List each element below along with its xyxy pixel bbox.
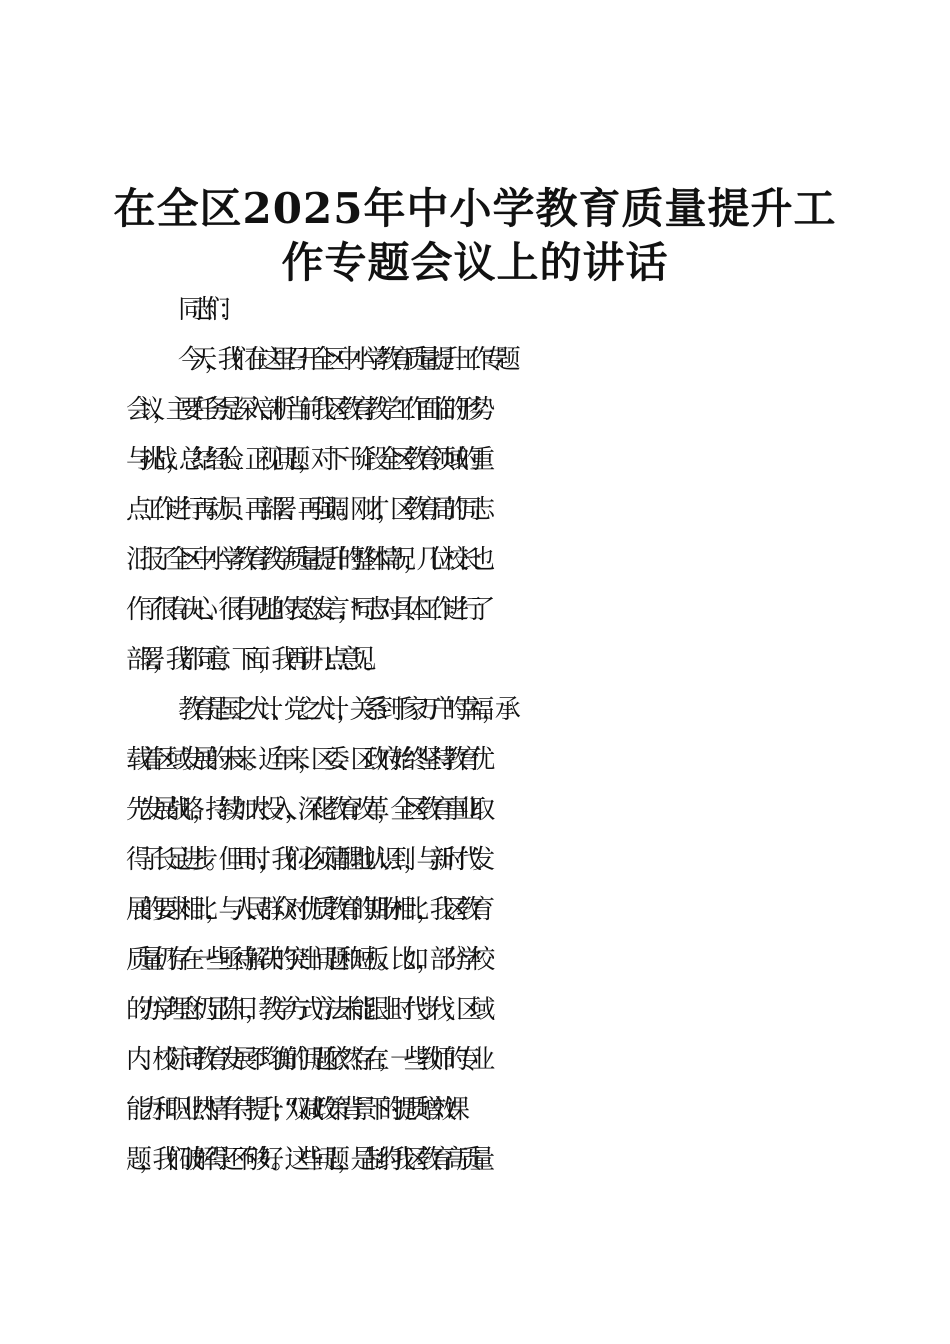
document-body (126, 285, 836, 1185)
text-line: 与挑战，总结经验、正视问题，对下一阶段全区教育领域的重 (126, 445, 483, 475)
text-line: 内、校际间教育发展不均衡的问题依然存在；一些教师的专业 (126, 1045, 483, 1075)
text-line: 载着区域发展的未来。近年来，区委、区政府始终坚持教育优 (126, 745, 483, 775)
text-line: 作了很有决心、很有见地的表态发言，*同志对具体工作进行了 (126, 595, 483, 625)
text-line: 汇报了全区中小学教育教学质量提升的整体情况，几位校长也 (126, 545, 483, 575)
text-line: 得了长足进步。但同时，我们必须清醒地认识到，与新时代发 (126, 845, 483, 875)
text-line: 会议，主要任务是深入剖析当前我区教育教学工作面临的形势 (126, 395, 483, 425)
salutation: 同志们： (178, 295, 231, 325)
text-line: 能力和职业热情有待提升；“双减”政策背景下的提质增效课 (126, 1095, 458, 1125)
text-line: 部署，我都同意。下面，我再讲几点意见。 (126, 645, 377, 675)
text-line: 今天，我们在这里召开全区中小学教育质量提升工作专题 (178, 345, 509, 375)
text-line: 点工作进行再动员、再部署、再强调。刚才，区教育局的同志 (126, 495, 483, 525)
title-line: 在全区2025年中小学教育质量提升工 (113, 184, 837, 233)
paragraph-1 (126, 335, 836, 685)
text-line: 质量仍存在一些亟待解决的突出问题和短板。比如，部分学校 (126, 945, 483, 975)
document-title (90, 182, 860, 290)
text-line: 的办学理念仍显陈旧，教学方式方法未能跟上时代步伐；区域 (126, 995, 483, 1025)
text-line: 题，我们破解得还不够好。这些问题，是制约我区教育高质量 (126, 1145, 483, 1175)
title-line: 作专题会议上的讲话 (281, 238, 669, 287)
text-line: 先发展战略，持续加大投入，深化教育改革，全区教育事业取 (126, 795, 483, 825)
text-line: 教育是国之大计、党之大计，关系到千家万户的幸福，承 (178, 695, 509, 725)
text-line: 展的要求相比，与人民群众对优质教育的期盼相比，我区教育 (126, 895, 483, 925)
paragraph-2 (126, 685, 836, 1185)
